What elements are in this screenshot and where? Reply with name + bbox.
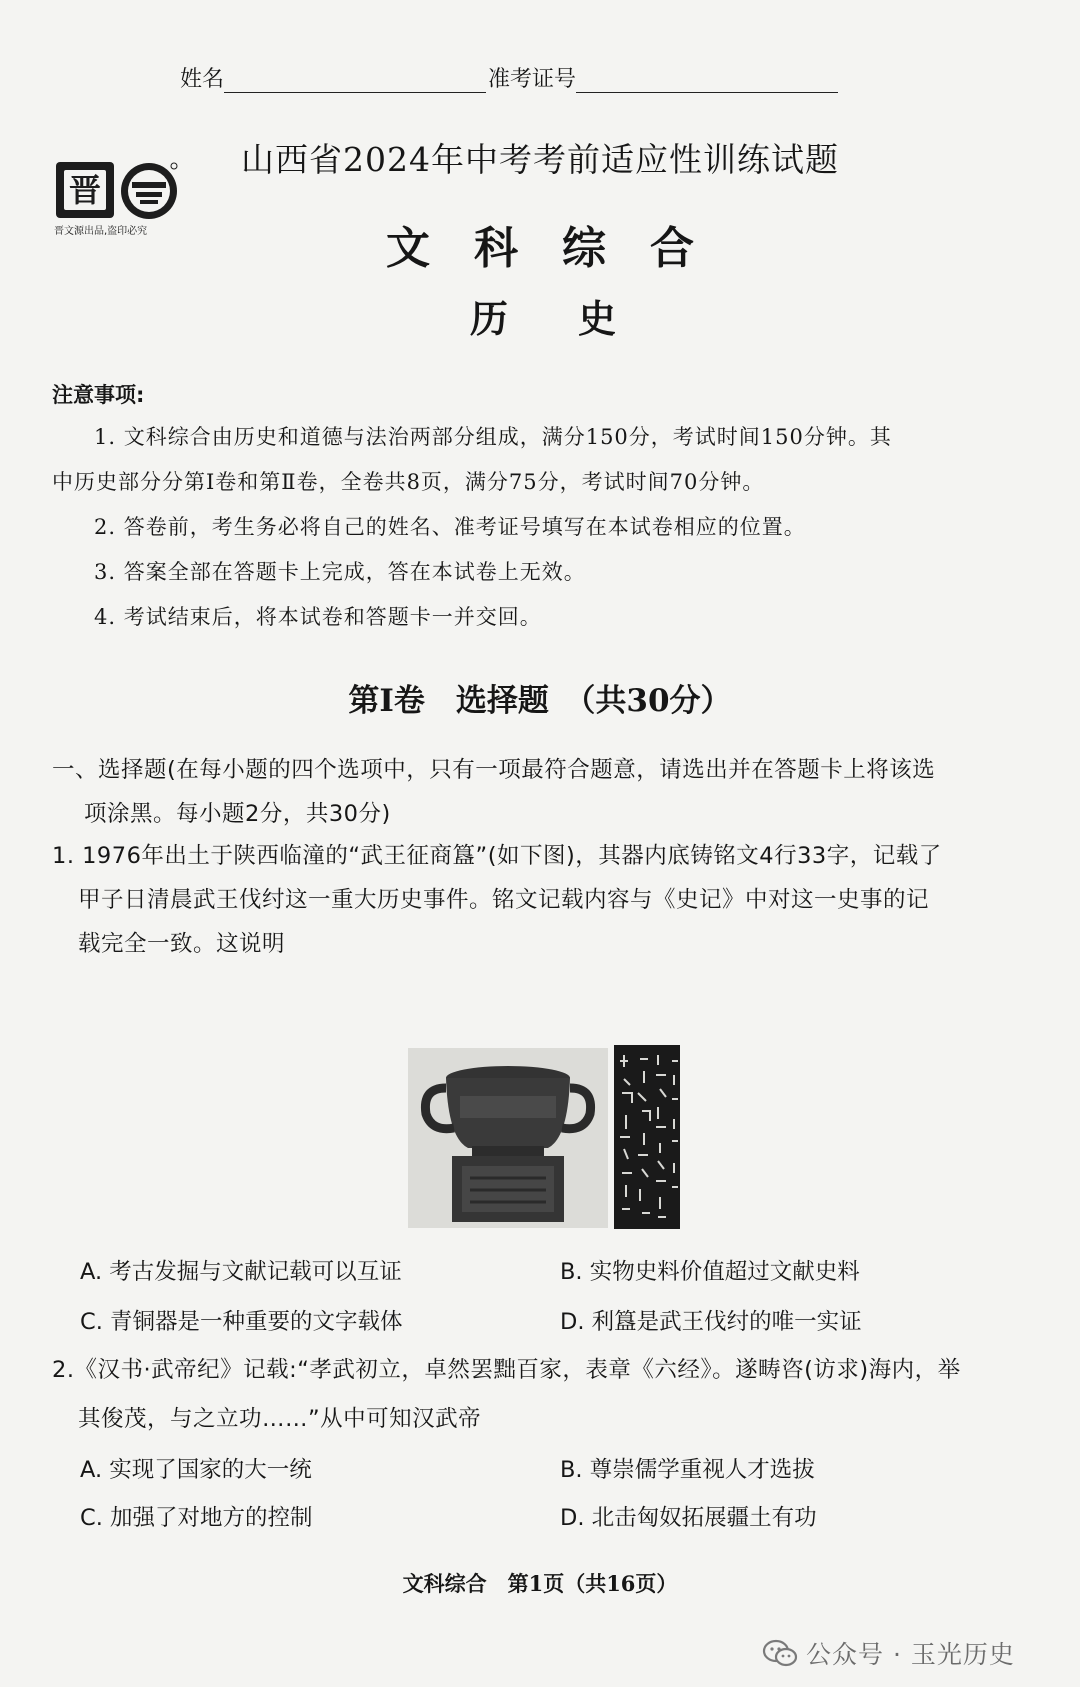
question-1-option-d[interactable]: D. 利簋是武王伐纣的唯一实证 (560, 1309, 862, 1335)
notice-item-4: 4. 考试结束后，将本试卷和答题卡一并交回。 (94, 605, 542, 629)
question-1-option-c[interactable]: C. 青铜器是一种重要的文字载体 (80, 1309, 403, 1335)
question-1-option-a[interactable]: A. 考古发掘与文献记载可以互证 (80, 1259, 402, 1285)
exam-id-blank (576, 70, 838, 93)
question-2-option-b[interactable]: B. 尊崇儒学重视人才选拔 (560, 1457, 815, 1483)
notice-item-1-cont: 中历史部分分第Ⅰ卷和第Ⅱ卷，全卷共8页，满分75分，考试时间70分钟。 (52, 470, 765, 494)
question-1-stem: 1. 1976年出土于陕西临潼的“武王征商簋”(如下图)，其器内底铸铭文4行33字，记载了 (52, 843, 942, 869)
notice-item-2: 2. 答卷前，考生务必将自己的姓名、准考证号填写在本试卷相应的位置。 (94, 515, 806, 539)
exam-title: 山西省2024年中考考前适应性训练试题 (241, 140, 839, 179)
inscription-rubbing-icon (614, 1045, 680, 1229)
question-2-stem: 2.《汉书·武帝纪》记载:“孝武初立，卓然罢黜百家，表章《六经》。遂畴咨(访求)海内，举 (52, 1357, 961, 1383)
section-title: 第Ⅰ卷 选择题 （共30分） (348, 683, 732, 719)
watermark-text: 公众号 · 玉光历史 (806, 1640, 1015, 1669)
notice-item-3: 3. 答案全部在答题卡上完成，答在本试卷上无效。 (94, 560, 586, 584)
inscription-rubbing-image (614, 1045, 680, 1229)
page-footer: 文科综合 第1页（共16页） (402, 1571, 678, 1596)
name-label: 姓名 (180, 67, 225, 92)
question-2-option-a[interactable]: A. 实现了国家的大一统 (80, 1457, 312, 1483)
notice-heading: 注意事项: (52, 383, 145, 407)
question-1-option-b[interactable]: B. 实物史料价值超过文献史料 (560, 1259, 860, 1285)
exam-id-label: 准考证号 (488, 67, 577, 92)
section-instruction-cont: 项涂黑。每小题2分，共30分) (84, 801, 391, 827)
question-2-option-c[interactable]: C. 加强了对地方的控制 (80, 1505, 313, 1531)
part-title: 历史 (469, 296, 686, 341)
gui-vessel-icon (408, 1048, 608, 1228)
bronze-vessel-image (408, 1048, 608, 1228)
subject-title: 文科综合 (386, 223, 738, 274)
notice-item-1: 1. 文科综合由历史和道德与法治两部分组成，满分150分，考试时间150分钟。其 (94, 425, 892, 449)
wechat-icon (762, 1639, 798, 1667)
question-2-option-d[interactable]: D. 北击匈奴拓展疆土有功 (560, 1505, 817, 1531)
logo-caption: 晋文源出品,盗印必究 (54, 226, 148, 237)
section-instruction: 一、选择题(在每小题的四个选项中，只有一项最符合题意，请选出并在答题卡上将该选 (52, 757, 936, 783)
watermark (762, 1635, 1015, 1671)
logo-glyph: 晋 (68, 171, 101, 209)
question-1-stem-3: 载完全一致。这说明 (78, 931, 286, 957)
question-1-stem-2: 甲子日清晨武王伐纣这一重大历史事件。铭文记载内容与《史记》中对这一史事的记 (78, 887, 930, 913)
candidate-info-line (180, 62, 838, 93)
name-blank (224, 70, 486, 93)
question-2-stem-2: 其俊茂，与之立功……”从中可知汉武帝 (78, 1406, 482, 1432)
